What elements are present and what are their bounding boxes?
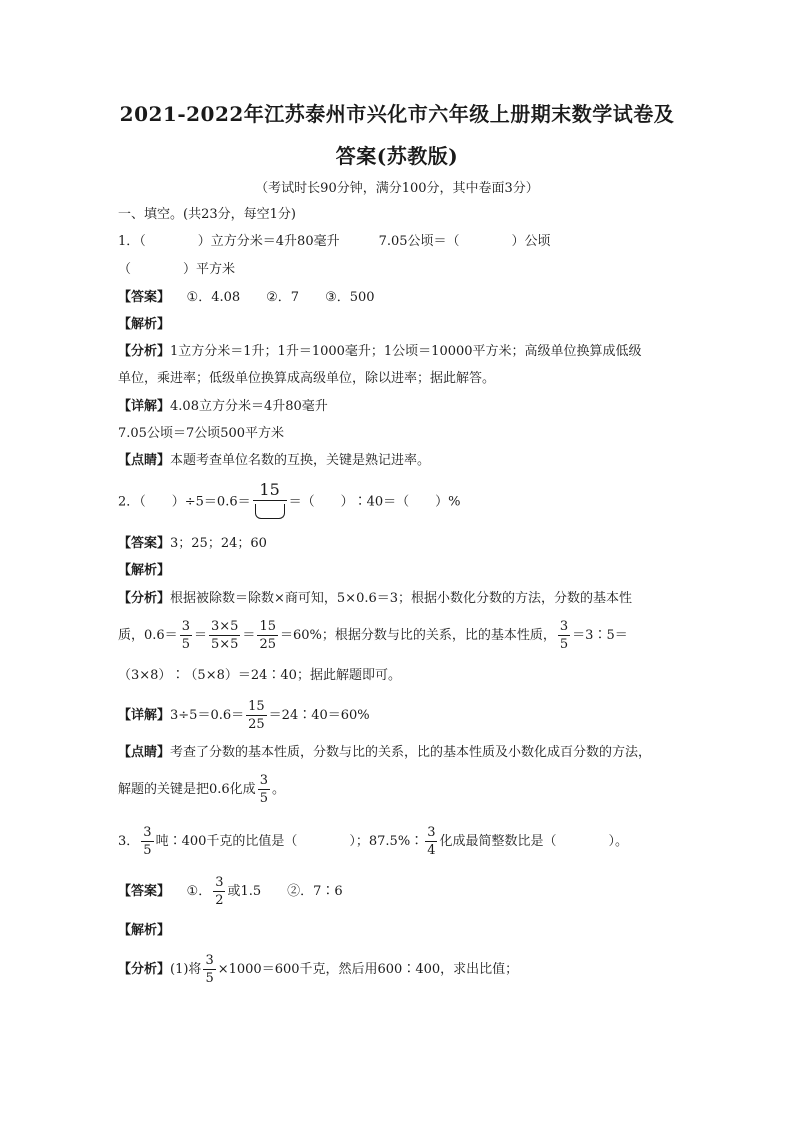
q3-analysis <box>118 950 518 990</box>
analysis-text: ＝3∶5＝ <box>572 628 628 643</box>
fraction-numerator: 15 <box>248 699 265 714</box>
exam-subtitle: （考试时长90分钟，满分100分，其中卷面3分） <box>255 181 539 196</box>
fraction-numerator: 3 <box>559 619 569 634</box>
q2-answer <box>118 535 267 553</box>
analysis-text: ＝60%；根据分数与比的关系，比的基本性质， <box>279 628 556 643</box>
fraction-numerator: 3 <box>143 825 152 840</box>
q2-analysis-line3: （3×8）∶（5×8）＝24∶40；据此解题即可。 <box>118 668 401 683</box>
q2-jiexi-tag: 【解析】 <box>118 563 171 578</box>
analysis-tag: 【分析】 <box>118 591 171 606</box>
fraction-numerator: 3 <box>181 619 190 634</box>
fraction-numerator: 3 <box>259 773 268 788</box>
q2-detail <box>118 696 370 736</box>
blank-box <box>255 504 285 519</box>
fraction <box>213 876 225 907</box>
answer-tag: 【答案】 <box>118 536 171 551</box>
q3-jiexi-tag: 【解析】 <box>118 923 171 938</box>
fraction-denominator: 5 <box>559 637 569 652</box>
q1-text-line2: （ ）平方米 <box>118 262 236 277</box>
q3-text-end: 化成最简整数比是（ ）。 <box>439 834 628 849</box>
fraction-denominator-blank <box>253 501 287 522</box>
equals-sign: ＝ <box>242 628 256 643</box>
fraction-numerator: 3×5 <box>210 619 239 634</box>
fraction <box>558 620 570 651</box>
q2-text-post: ＝（ ）∶40＝（ ）% <box>288 494 461 510</box>
analysis-tag: 【分析】 <box>118 344 171 359</box>
fraction <box>246 700 267 731</box>
detail-tag: 【详解】 <box>118 399 171 414</box>
comment-text: 解题的关键是把0.6化成 <box>118 782 256 797</box>
analysis-text: ×1000＝600千克，然后用600∶400，求出比值； <box>217 962 519 977</box>
fraction-numerator: 15 <box>259 619 276 634</box>
detail-tag: 【详解】 <box>118 708 171 723</box>
q2-comment-line1 <box>118 744 651 762</box>
q1-detail-line1 <box>118 398 328 416</box>
q2-analysis-line2 <box>118 616 628 656</box>
analysis-tag: 【分析】 <box>118 962 171 977</box>
q3-text-mid: 吨∶400千克的比值是（ ）；87.5%∶ <box>155 834 424 849</box>
fraction-denominator: 5 <box>205 971 214 986</box>
fraction-denominator: 25 <box>259 637 276 652</box>
q2-text-pre: 2．（ ）÷5＝0.6＝ <box>118 494 251 510</box>
detail-text: 4.08立方分米＝4升80毫升 <box>170 399 328 414</box>
q2-fraction <box>253 482 287 522</box>
q2-analysis-line1 <box>118 590 632 608</box>
document-title-line1: 2021-2022年江苏泰州市兴化市六年级上册期末数学试卷及 <box>119 102 675 126</box>
analysis-text: 1立方分米＝1升；1升＝1000毫升；1公顷＝10000平方米；高级单位换算成低级 <box>170 344 642 359</box>
comment-text: 。 <box>271 782 285 797</box>
q1-jiexi-tag: 【解析】 <box>118 317 171 332</box>
answer-text: ①．4.08 ②．7 ③．500 <box>186 290 375 305</box>
q3-number: 3． <box>118 834 140 849</box>
fraction <box>257 620 278 651</box>
detail-text: ＝24∶40＝60% <box>268 708 370 723</box>
analysis-text: 根据被除数＝除数×商可知，5×0.6＝3；根据小数化分数的方法，分数的基本性 <box>170 591 633 606</box>
analysis-text: (1)将 <box>170 962 202 977</box>
q1-detail-line2: 7.05公顷＝7公顷500平方米 <box>118 426 285 441</box>
q3-answer <box>118 872 343 912</box>
fraction <box>180 620 192 651</box>
q1-text-line1: 1．（ ）立方分米＝4升80毫升 7.05公顷＝（ ）公顷 <box>118 234 551 249</box>
q1-answer <box>118 289 375 307</box>
comment-text: 本题考查单位名数的互换，关键是熟记进率。 <box>170 453 431 468</box>
fraction-numerator: 3 <box>205 953 214 968</box>
q2-comment-line2 <box>118 770 285 810</box>
fraction <box>209 620 240 651</box>
q3-text <box>118 822 628 862</box>
analysis-text: 质，0.6＝ <box>118 628 178 643</box>
fraction-numerator: 3 <box>427 825 436 840</box>
q1-analysis-line2: 单位，乘进率；低级单位换算成高级单位，除以进率；据此解答。 <box>118 371 496 386</box>
fraction-denominator: 5×5 <box>210 637 239 652</box>
fraction-denominator: 2 <box>215 893 224 908</box>
fraction-denominator: 5 <box>143 843 152 858</box>
fraction-denominator: 4 <box>427 843 436 858</box>
fraction-denominator: 5 <box>181 637 190 652</box>
comment-tag: 【点睛】 <box>118 453 171 468</box>
answer-text: 3；25；24；60 <box>170 536 267 551</box>
section-heading: 一、填空。(共23分，每空1分) <box>118 207 296 222</box>
fraction-numerator: 3 <box>215 875 224 890</box>
comment-text: 考查了分数的基本性质，分数与比的关系，比的基本性质及小数化成百分数的方法， <box>170 745 652 760</box>
answer-tag: 【答案】 <box>118 290 171 305</box>
detail-text: 3÷5＝0.6＝ <box>170 708 245 723</box>
comment-tag: 【点睛】 <box>118 745 171 760</box>
answer-text: ①． <box>186 884 212 899</box>
fraction-denominator: 5 <box>259 791 268 806</box>
fraction <box>141 826 153 857</box>
fraction-numerator: 15 <box>253 482 287 501</box>
fraction <box>203 954 215 985</box>
answer-text: 或1.5 ②．7∶6 <box>227 884 343 899</box>
q1-comment <box>118 452 430 470</box>
fraction <box>425 826 437 857</box>
q1-analysis-line1 <box>118 343 642 361</box>
equals-sign: ＝ <box>193 628 207 643</box>
document-title-line2: 答案(苏教版) <box>335 144 459 168</box>
answer-tag: 【答案】 <box>118 884 171 899</box>
fraction <box>258 774 270 805</box>
fraction-denominator: 25 <box>248 717 265 732</box>
q2-text <box>118 482 461 523</box>
